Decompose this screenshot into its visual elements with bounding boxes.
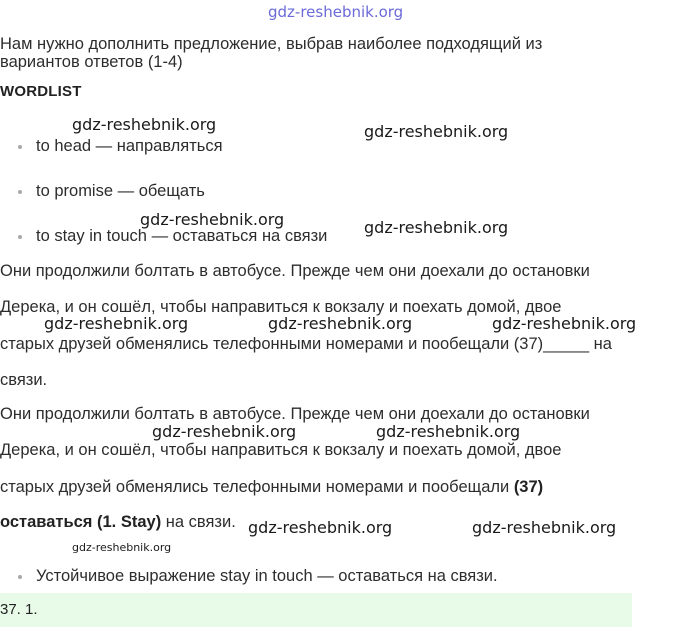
- question-line: Они продолжили болтать в автобусе. Прежде чем они доехали до остановки: [0, 262, 590, 280]
- answer-word: оставаться (1. Stay): [0, 513, 162, 531]
- question-number: (37): [513, 478, 544, 496]
- watermark: gdz-reshebnik.org: [492, 314, 637, 333]
- question-line: связи.: [0, 371, 48, 389]
- answer-paragraph-line: оставаться (1. Stay) на связи.: [0, 513, 236, 531]
- question-line: старых друзей обменялись телефонными номерами и пообещали (37)_____ на: [0, 335, 612, 353]
- intro-text-clipped: вариантов ответов (1-4): [0, 53, 183, 71]
- watermark-top: gdz-reshebnik.org: [268, 3, 404, 21]
- watermark: gdz-reshebnik.org: [44, 314, 189, 333]
- watermark: gdz-reshebnik.org: [248, 518, 393, 537]
- answer-box: [0, 593, 632, 627]
- watermark: gdz-reshebnik.org: [72, 115, 217, 134]
- watermark: gdz-reshebnik.org: [376, 422, 521, 441]
- answer-paragraph-line: старых друзей обменялись телефонными номерами и пообещали (37): [0, 478, 544, 496]
- question-line: Дерека, и он сошёл, чтобы направиться к вокзалу и поехать домой, двое: [0, 298, 562, 316]
- wordlist-heading: WORDLIST: [0, 83, 82, 100]
- watermark: gdz-reshebnik.org: [364, 218, 509, 237]
- wordlist-item: to promise — обещать: [36, 182, 205, 200]
- answer-paragraph-line: Они продолжили болтать в автобусе. Прежде чем они доехали до остановки: [0, 405, 590, 423]
- answer-paragraph-line: Дерека, и он сошёл, чтобы направиться к вокзалу и поехать домой, двое: [0, 441, 562, 459]
- intro-text: Нам нужно дополнить предложение, выбрав наиболее подходящий из: [0, 35, 543, 53]
- watermark: gdz-reshebnik.org: [472, 518, 617, 537]
- watermark: gdz-reshebnik.org: [152, 422, 297, 441]
- watermark: gdz-reshebnik.org: [364, 122, 509, 141]
- bullet-dot: [18, 145, 22, 149]
- answer-text: 37. 1.: [0, 601, 38, 618]
- wordlist-item: to stay in touch — оставаться на связи: [36, 227, 328, 245]
- wordlist-item: to head — направляться: [36, 137, 223, 155]
- bullet-dot: [18, 235, 22, 239]
- watermark: gdz-reshebnik.org: [140, 210, 285, 229]
- watermark-small: gdz-reshebnik.org: [72, 541, 172, 554]
- watermark: gdz-reshebnik.org: [268, 314, 413, 333]
- bullet-dot: [18, 575, 22, 579]
- bullet-dot: [18, 190, 22, 194]
- explanation-text: Устойчивое выражение stay in touch — оставаться на связи.: [36, 567, 498, 585]
